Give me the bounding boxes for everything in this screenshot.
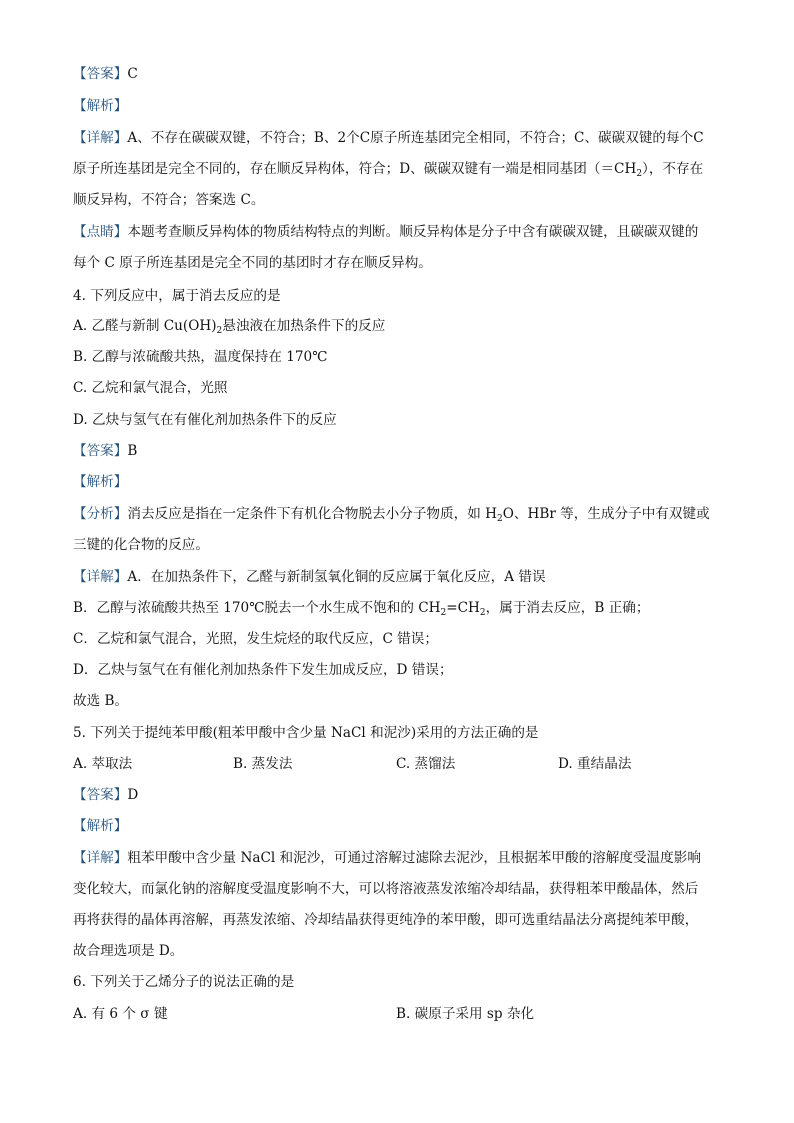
detail-text: 粗苯甲酸中含少量 NaCl 和泥沙，可通过溶解过滤除去泥沙，且根据苯甲酸的溶解度受温度影响 — [127, 850, 701, 866]
analysis-tag: 【解析】 — [73, 474, 128, 490]
option-text: A. 有 6 个 σ 键 — [73, 1006, 168, 1022]
option-text: A. 乙醛与新制 Cu(OH) — [73, 318, 217, 334]
detail-text: =CH — [446, 600, 480, 616]
q3-comment-line-2 — [73, 253, 432, 273]
subscript: 2 — [636, 169, 643, 179]
option-text: B. 乙醇与浓硫酸共热，温度保持在 170℃ — [73, 349, 328, 365]
subscript: 2 — [216, 326, 223, 336]
detail-text: D．乙炔与氢气在有催化剂加热条件下发生加成反应，D 错误； — [73, 662, 453, 678]
q4-analysis-line-1 — [73, 504, 710, 529]
q3-comment-line-1 — [73, 222, 698, 242]
q5-detail-line-3 — [73, 910, 698, 930]
detail-text: ），不存在 — [642, 161, 704, 177]
q5-detail-line-4 — [73, 941, 183, 961]
q4-analysis-heading — [73, 472, 127, 492]
option-text: A. 萃取法 — [73, 756, 133, 772]
q5-option-b — [233, 754, 292, 774]
comment-text: 本题考查顺反异构体的物质结构特点的判断。顺反异构体是分子中含有碳碳双键，且碳碳双键的 — [127, 224, 699, 240]
q4-answer-line — [73, 441, 137, 461]
q4-detail-line-1 — [73, 567, 546, 587]
detail-text: 顺反异构，不符合；答案选 C。 — [73, 192, 265, 208]
question-stem: 5. 下列关于提纯苯甲酸(粗苯甲酸中含少量 NaCl 和泥沙)采用的方法正确的是 — [73, 725, 539, 741]
q4-analysis-line-2 — [73, 535, 209, 555]
q5-detail-line-2 — [73, 879, 698, 899]
detail-tag: 【详解】 — [73, 130, 128, 146]
analysis-tag: 【解析】 — [73, 818, 128, 834]
detail-tag: 【详解】 — [73, 850, 128, 866]
q3-detail-line-1 — [73, 128, 704, 148]
comment-text: 每个 C 原子所连基团是完全不同的基团时才存在顺反异构。 — [73, 255, 432, 271]
q5-detail-line-1 — [73, 848, 701, 868]
answer-value: D — [127, 787, 139, 803]
answer-value: B — [127, 443, 138, 459]
detail-text: 故合理选项是 D。 — [73, 943, 184, 959]
q4-detail-line-5 — [73, 691, 128, 711]
q4-detail-line-4 — [73, 660, 453, 680]
q4-detail-line-2 — [73, 598, 649, 623]
q5-option-d — [558, 754, 631, 774]
q4-option-c — [73, 378, 228, 398]
answer-tag: 【答案】 — [73, 443, 128, 459]
option-text: B. 蒸发法 — [233, 756, 293, 772]
detail-text: C．乙烷和氯气混合，光照，发生烷烃的取代反应，C 错误； — [73, 631, 438, 647]
q5-answer-line — [73, 785, 138, 805]
subscript: 2 — [497, 514, 503, 524]
detail-text: 再将获得的晶体再溶解，再蒸发浓缩、冷却结晶获得更纯净的苯甲酸，即可选重结晶法分离提纯苯甲酸， — [73, 912, 699, 928]
answer-tag: 【答案】 — [73, 66, 128, 82]
q5-analysis-heading — [73, 816, 127, 836]
option-text: D. 重结晶法 — [558, 756, 632, 772]
detail-text: A、不存在碳碳双键，不符合；B、2个C原子所连基团完全相同，不符合；C、碳碳双键的每个C — [127, 130, 704, 146]
question-stem: 6. 下列关于乙烯分子的说法正确的是 — [73, 974, 295, 990]
answer-value: C — [127, 66, 138, 82]
analysis-text: 三键的化合物的反应。 — [73, 537, 209, 553]
q3-detail-line-2 — [73, 159, 703, 184]
q6-option-a — [73, 1004, 167, 1024]
analysis-text: O、HBr 等，生成分子中有双键或 — [502, 506, 710, 522]
analysis-tag: 【解析】 — [73, 98, 128, 114]
option-text: B. 碳原子采用 sp 杂化 — [396, 1006, 535, 1022]
detail-text: ，属于消去反应，B 正确； — [485, 600, 650, 616]
answer-tag: 【答案】 — [73, 787, 128, 803]
detail-tag: 【详解】 — [73, 569, 128, 585]
q6-option-b — [396, 1004, 534, 1024]
q5-option-a — [73, 754, 132, 774]
analysis-text: 消去反应是指在一定条件下有机化合物脱去小分子物质，如 H — [127, 506, 497, 522]
subscript: 2 — [440, 608, 447, 618]
option-text: C. 蒸馏法 — [396, 756, 456, 772]
comment-tag: 【点睛】 — [73, 224, 128, 240]
q5-stem — [73, 723, 539, 743]
option-text: D. 乙炔与氢气在有催化剂加热条件下的反应 — [73, 412, 337, 428]
q4-detail-line-3 — [73, 629, 438, 649]
q3-detail-line-3 — [73, 190, 264, 210]
q4-option-d — [73, 410, 337, 430]
detail-text: 故选 B。 — [73, 693, 129, 709]
q3-analysis-heading — [73, 96, 127, 116]
option-text: 悬浊液在加热条件下的反应 — [222, 318, 386, 334]
detail-text: 变化较大，而氯化钠的溶解度受温度影响不大，可以将溶液蒸发浓缩冷却结晶，获得粗苯甲酸晶体，然后 — [73, 881, 699, 897]
option-text: C. 乙烷和氯气混合，光照 — [73, 380, 228, 396]
q4-option-a — [73, 316, 385, 341]
q5-option-c — [396, 754, 455, 774]
detail-text: 原子所连基团是完全不同的，存在顺反异构体，符合；D、碳碳双键有一端是相同基团（＝CH — [73, 161, 637, 177]
q4-stem — [73, 286, 281, 306]
question-stem: 4. 下列反应中，属于消去反应的是 — [73, 288, 281, 304]
detail-text: B．乙醇与浓硫酸共热至 170℃脱去一个水生成不饱和的 CH — [73, 600, 441, 616]
q3-answer-line — [73, 64, 138, 84]
detail-text: A．在加热条件下，乙醛与新制氢氧化铜的反应属于氧化反应，A 错误 — [127, 569, 546, 585]
q6-stem — [73, 972, 294, 992]
analysis-sub-tag: 【分析】 — [73, 506, 128, 522]
q4-option-b — [73, 347, 327, 367]
subscript: 2 — [479, 608, 486, 618]
